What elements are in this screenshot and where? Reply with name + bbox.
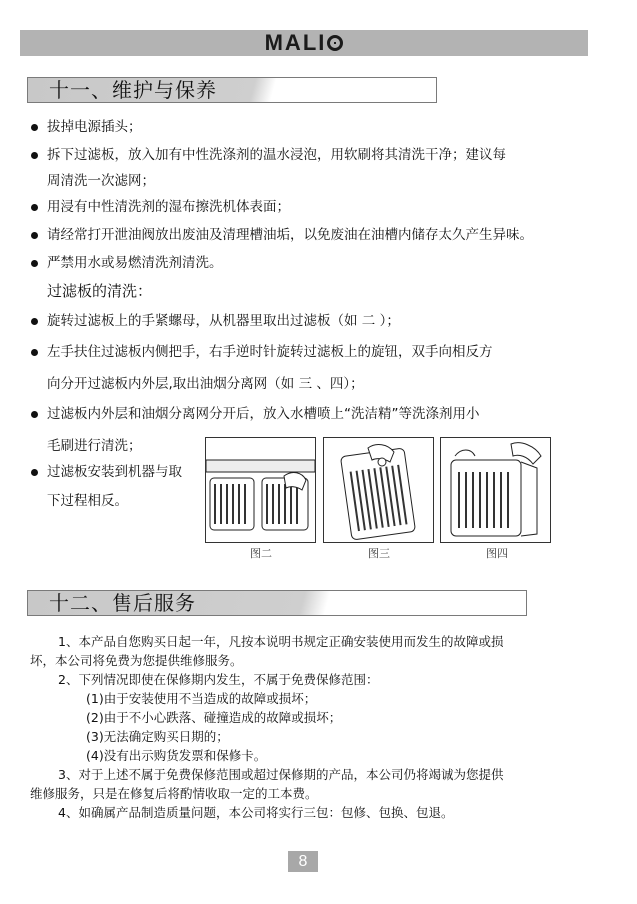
figure-3 [323, 437, 434, 543]
maintenance-step-1: 拔掉电源插头； [47, 119, 142, 135]
page-number: 8 [288, 851, 318, 872]
filter-step-2-cont: 向分开过滤板内外层,取出油烟分离网（如 三 、四）； [47, 376, 364, 392]
bullet-icon [31, 204, 38, 211]
maintenance-step-2: 拆下过滤板，放入加有中性洗涤剂的温水浸泡，用软刷将其清洗干净；建议每 [47, 147, 506, 163]
brand-logo: MALI [20, 30, 588, 56]
bullet-icon [31, 124, 38, 131]
logo-o-icon [327, 35, 343, 51]
filter-step-1: 旋转过滤板上的手紧螺母，从机器里取出过滤板（如 二 ）； [47, 313, 400, 329]
service-line-10: 4、如确属产品制造质量问题，本公司将实行三包：包修、包换、包退。 [58, 805, 454, 820]
filter-knob-illustration [324, 438, 433, 542]
filter-separation-illustration [441, 438, 550, 542]
maintenance-step-5: 严禁用水或易燃清洗剂清洗。 [47, 255, 223, 271]
filter-step-3: 过滤板内外层和油烟分离网分开后，放入水槽喷上“洗洁精”等洗涤剂用小 [47, 406, 480, 422]
bullet-icon [31, 349, 38, 356]
filter-step-4: 过滤板安装到机器与取 [47, 464, 182, 480]
section-11-heading [27, 77, 437, 103]
service-line-3: 2、下列情况即使在保修期内发生，不属于免费保修范围： [58, 672, 379, 687]
figure-2 [205, 437, 316, 543]
bullet-icon [31, 260, 38, 267]
service-line-2: 坏，本公司将免费为您提供维修服务。 [30, 653, 243, 668]
filter-step-2: 左手扶住过滤板内侧把手，右手逆时针旋转过滤板上的旋钮，双手向相反方 [47, 344, 493, 360]
figure-2-caption: 图二 [250, 547, 272, 560]
hood-filter-removal-illustration [206, 438, 315, 542]
service-line-9: 维修服务，只是在修复后将酌情收取一定的工本费。 [30, 786, 318, 801]
service-line-8: 3、对于上述不属于免费保修范围或超过保修期的产品，本公司仍将竭诚为您提供 [58, 767, 504, 782]
bullet-icon [31, 411, 38, 418]
service-line-7: (4)没有出示购货发票和保修卡。 [86, 748, 267, 763]
section-11-title: 十一、维护与保养 [49, 78, 217, 102]
filter-step-3-cont: 毛刷进行清洗； [47, 438, 142, 454]
filter-step-4-cont: 下过程相反。 [47, 493, 128, 509]
bullet-icon [31, 232, 38, 239]
service-line-6: (3)无法确定购买日期的； [86, 729, 229, 744]
figure-3-caption: 图三 [368, 547, 390, 560]
bullet-icon [31, 152, 38, 159]
service-line-1: 1、本产品自您购买日起一年，凡按本说明书规定正确安装使用而发生的故障或损 [58, 634, 504, 649]
bullet-icon [31, 469, 38, 476]
section-12-title: 十二、售后服务 [49, 591, 196, 615]
service-line-4: (1)由于安装使用不当造成的故障或损坏； [86, 691, 317, 706]
bullet-icon [31, 318, 38, 325]
filter-cleaning-subheading: 过滤板的清洗： [47, 282, 153, 300]
service-line-5: (2)由于不小心跌落、碰撞造成的故障或损坏； [86, 710, 342, 725]
maintenance-step-3: 用浸有中性清洗剂的湿布擦洗机体表面； [47, 199, 290, 215]
header-bar [20, 30, 588, 56]
section-12-heading [27, 590, 527, 616]
figure-4-caption: 图四 [486, 547, 508, 560]
figure-4 [440, 437, 551, 543]
maintenance-step-2-cont: 周清洗一次滤网； [47, 173, 155, 189]
maintenance-step-4: 请经常打开泄油阀放出废油及清理槽油垢，以免废油在油槽内储存太久产生异味。 [47, 227, 533, 243]
